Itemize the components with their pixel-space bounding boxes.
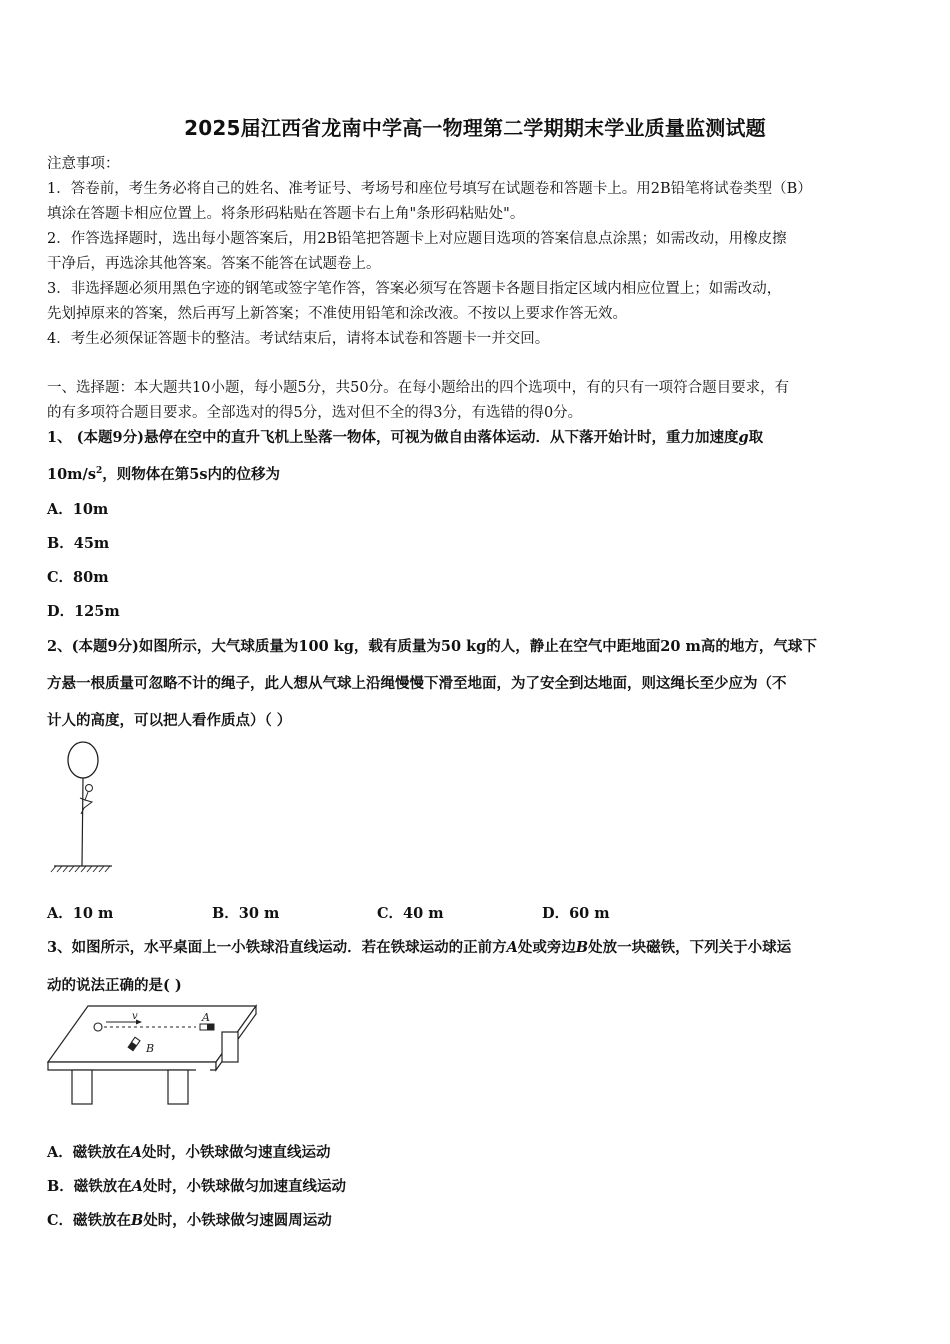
- question-2-text: 计人的高度，可以把人看作质点）（ ）: [47, 712, 292, 729]
- q3-option-c[interactable]: C．磁铁放在B处时，小铁球做匀速圆周运动: [47, 1212, 332, 1229]
- notice-line: 1．答卷前，考生务必将自己的姓名、准考证号、考场号和座位号填写在试题卷和答题卡上。用2B铅笔将试卷类型（B）: [47, 181, 812, 197]
- q1-option-a[interactable]: A．10m: [47, 501, 109, 518]
- q2-option-b[interactable]: B．30 m: [212, 905, 280, 922]
- q2-option-a[interactable]: A．10 m: [47, 905, 114, 922]
- question-3-text: 3、如图所示，水平桌面上一小铁球沿直线运动．若在铁球运动的正前方A处或旁边B处放一块磁铁，下列关于小球运: [47, 939, 792, 956]
- question-3-text: 动的说法正确的是( ): [47, 977, 182, 994]
- notice-line: 先划掉原来的答案，然后再写上新答案；不准使用铅笔和涂改液。不按以上要求作答无效。: [47, 306, 627, 322]
- notice-line: 干净后，再选涂其他答案。答案不能答在试题卷上。: [47, 256, 381, 272]
- q3-option-a[interactable]: A．磁铁放在A处时，小铁球做匀速直线运动: [47, 1144, 331, 1161]
- question-1-text: 1、 (本题9分)悬停在空中的直升飞机上坠落一物体，可视为做自由落体运动．从下落开始计时，重力加速度g取: [47, 429, 764, 446]
- q2-option-d[interactable]: D．60 m: [542, 905, 610, 922]
- q1-option-b[interactable]: B．45m: [47, 535, 110, 552]
- balloon-figure: [48, 738, 128, 874]
- magnet-a-label: A: [202, 1011, 210, 1024]
- page-title: 2025届江西省龙南中学高一物理第二学期期末学业质量监测试题: [184, 116, 766, 140]
- q3-option-b[interactable]: B．磁铁放在A处时，小铁球做匀加速直线运动: [47, 1178, 347, 1195]
- notice-line: 4．考生必须保证答题卡的整洁。考试结束后，请将本试卷和答题卡一并交回。: [47, 331, 550, 347]
- q1-option-c[interactable]: C．80m: [47, 569, 109, 586]
- q2-option-c[interactable]: C．40 m: [377, 905, 444, 922]
- q1-option-d[interactable]: D．125m: [47, 603, 120, 620]
- velocity-label: v: [132, 1011, 138, 1022]
- table-figure: [46, 1004, 262, 1108]
- question-2-text: 方悬一根质量可忽略不计的绳子，此人想从气球上沿绳慢慢下滑至地面，为了安全到达地面，则这绳长至少应为（不: [47, 675, 787, 692]
- section-instructions: 的有多项符合题目要求。全部选对的得5分，选对但不全的得3分，有选错的得0分。: [47, 405, 583, 421]
- question-1-text: $10m/s^2$，则物体在第5s内的位移为: [47, 466, 281, 483]
- magnet-b-label: B: [146, 1042, 155, 1055]
- notice-line: 3．非选择题必须用黑色字迹的钢笔或签字笔作答，答案必须写在答题卡各题目指定区域内相应位置上；如需改动，: [47, 281, 782, 297]
- notice-line: 填涂在答题卡相应位置上。将条形码粘贴在答题卡右上角"条形码粘贴处"。: [47, 206, 525, 222]
- notice-line: 2．作答选择题时，选出每小题答案后，用2B铅笔把答题卡上对应题目选项的答案信息点涂黑；如需改动，用橡皮擦: [47, 231, 787, 247]
- question-2-text: 2、(本题9分)如图所示，大气球质量为100 kg，载有质量为50 kg的人，静止在空气中距地面20 m高的地方，气球下: [47, 638, 817, 655]
- section-instructions: 一、选择题：本大题共10小题，每小题5分，共50分。在每小题给出的四个选项中，有的只有一项符合题目要求，有: [47, 380, 790, 396]
- notice-heading: 注意事项：: [47, 156, 120, 172]
